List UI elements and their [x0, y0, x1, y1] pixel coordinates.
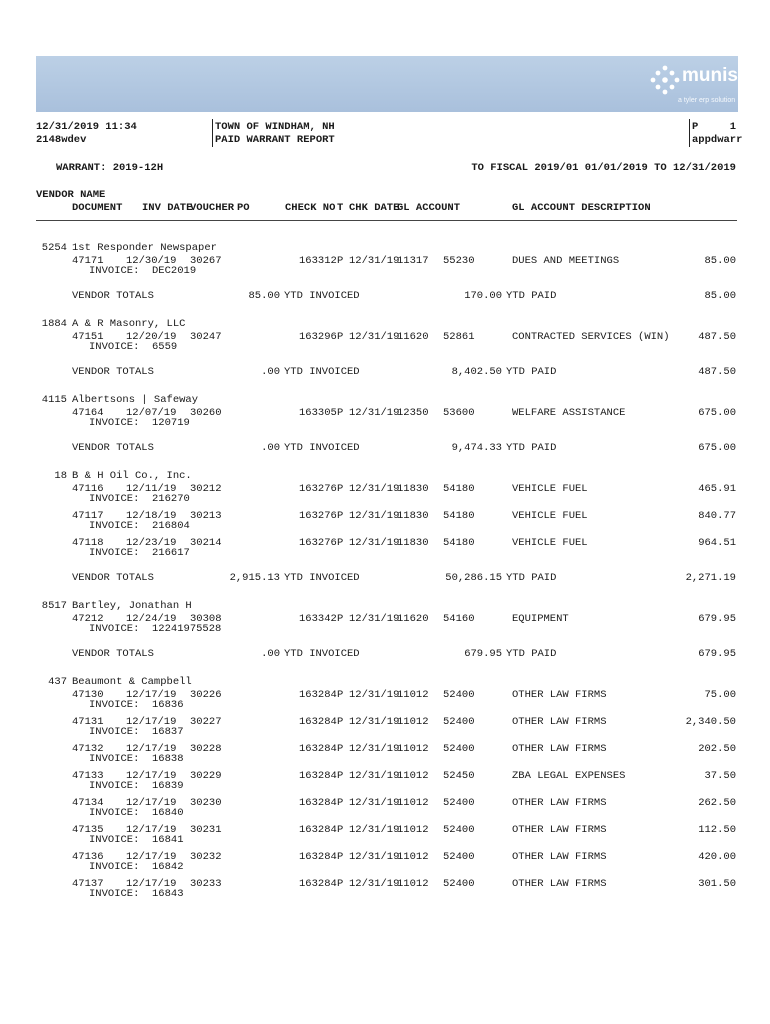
- line-voucher: 30232: [190, 851, 222, 863]
- line-amount: 75.00: [704, 689, 736, 701]
- line-inv-date: 12/17/19: [126, 797, 177, 809]
- vendor-totals-invoiced: .00: [261, 442, 280, 454]
- line-voucher: 30214: [190, 537, 222, 549]
- report-banner: [36, 56, 738, 112]
- line-check-no: 163284: [299, 851, 337, 863]
- line-check-no: 163284: [299, 824, 337, 836]
- line-amount: 964.51: [698, 537, 736, 549]
- line-check-no: 163284: [299, 878, 337, 890]
- line-check-type: P: [337, 878, 344, 890]
- line-check-no: 163284: [299, 770, 337, 782]
- line-inv-date: 12/17/19: [126, 770, 177, 782]
- line-gl-desc: VEHICLE FUEL: [512, 483, 588, 495]
- line-check-type: P: [337, 510, 344, 522]
- line-document: 47212: [72, 613, 104, 625]
- vendor-totals-ytd-paid: 8,402.50: [451, 366, 502, 378]
- line-gl-org: 11012: [397, 689, 429, 701]
- vendor-totals-ytd-paid: 170.00: [464, 290, 502, 302]
- line-invoice: INVOICE: 16840: [89, 807, 184, 819]
- col-gl-account: GL ACCOUNT: [397, 202, 461, 214]
- col-check-no: CHECK NO: [285, 202, 336, 214]
- line-check-type: P: [337, 770, 344, 782]
- line-voucher: 30228: [190, 743, 222, 755]
- line-amount: 112.50: [698, 824, 736, 836]
- line-gl-object: 52861: [443, 331, 475, 343]
- line-chk-date: 12/31/19: [349, 255, 400, 267]
- line-check-type: P: [337, 716, 344, 728]
- page-number: 1: [729, 121, 736, 133]
- line-gl-object: 52450: [443, 770, 475, 782]
- line-chk-date: 12/31/19: [349, 613, 400, 625]
- line-check-no: 163284: [299, 743, 337, 755]
- line-check-type: P: [337, 797, 344, 809]
- line-amount: 840.77: [698, 510, 736, 522]
- line-chk-date: 12/31/19: [349, 878, 400, 890]
- line-gl-object: 52400: [443, 716, 475, 728]
- line-gl-desc: OTHER LAW FIRMS: [512, 689, 607, 701]
- org-name: TOWN OF WINDHAM, NH: [215, 121, 335, 133]
- line-gl-desc: OTHER LAW FIRMS: [512, 878, 607, 890]
- vendor-totals-ytd-paid: 9,474.33: [451, 442, 502, 454]
- line-inv-date: 12/17/19: [126, 689, 177, 701]
- col-type: T: [337, 202, 344, 214]
- vendor-totals-invoiced: .00: [261, 648, 280, 660]
- line-inv-date: 12/17/19: [126, 716, 177, 728]
- program-id: appdwarr: [692, 134, 743, 146]
- line-invoice: INVOICE: 16843: [89, 888, 184, 900]
- line-invoice: INVOICE: 16837: [89, 726, 184, 738]
- header-divider-left: [212, 119, 213, 147]
- line-check-no: 163276: [299, 483, 337, 495]
- vendor-totals-paid: 675.00: [698, 442, 736, 454]
- line-gl-desc: OTHER LAW FIRMS: [512, 743, 607, 755]
- brand-tagline: a tyler erp solution: [678, 97, 736, 104]
- line-gl-org: 11012: [397, 851, 429, 863]
- line-chk-date: 12/31/19: [349, 824, 400, 836]
- vendor-id: 1884: [41, 318, 67, 330]
- line-check-no: 163296: [299, 331, 337, 343]
- line-check-type: P: [337, 689, 344, 701]
- line-gl-object: 52400: [443, 878, 475, 890]
- line-gl-org: 11012: [397, 878, 429, 890]
- vendor-totals-paid: 85.00: [704, 290, 736, 302]
- line-chk-date: 12/31/19: [349, 716, 400, 728]
- line-chk-date: 12/31/19: [349, 851, 400, 863]
- line-gl-object: 52400: [443, 689, 475, 701]
- report-title: PAID WARRANT REPORT: [215, 134, 335, 146]
- ytd-invoiced-label: YTD INVOICED: [284, 290, 360, 302]
- vendor-id: 4115: [41, 394, 67, 406]
- vendor-totals-paid: 679.95: [698, 648, 736, 660]
- line-gl-org: 11012: [397, 770, 429, 782]
- col-inv-date: INV DATE: [142, 202, 193, 214]
- line-amount: 679.95: [698, 613, 736, 625]
- col-chk-date: CHK DATE: [349, 202, 400, 214]
- line-document: 47130: [72, 689, 104, 701]
- col-vendor-name: VENDOR NAME: [36, 189, 106, 201]
- line-invoice: INVOICE: 16836: [89, 699, 184, 711]
- line-check-type: P: [337, 824, 344, 836]
- line-check-type: P: [337, 851, 344, 863]
- line-document: 47136: [72, 851, 104, 863]
- line-chk-date: 12/31/19: [349, 689, 400, 701]
- line-gl-desc: OTHER LAW FIRMS: [512, 716, 607, 728]
- page-label: P: [692, 121, 699, 133]
- line-check-type: P: [337, 331, 344, 343]
- line-amount: 85.00: [704, 255, 736, 267]
- line-voucher: 30230: [190, 797, 222, 809]
- line-inv-date: 12/30/19: [126, 255, 177, 267]
- line-check-no: 163284: [299, 689, 337, 701]
- vendor-id: 5254: [41, 242, 67, 254]
- vendor-name: Albertsons | Safeway: [72, 394, 199, 406]
- vendor-totals-paid: 2,271.19: [685, 572, 736, 584]
- line-gl-org: 11620: [397, 613, 429, 625]
- munis-dots-icon: [650, 65, 680, 95]
- fiscal-range: TO FISCAL 2019/01 01/01/2019 TO 12/31/2019: [471, 162, 736, 174]
- line-check-no: 163276: [299, 537, 337, 549]
- line-invoice: INVOICE: 6559: [89, 341, 178, 353]
- line-document: 47134: [72, 797, 104, 809]
- line-gl-org: 11012: [397, 716, 429, 728]
- line-gl-org: 11012: [397, 824, 429, 836]
- ytd-invoiced-label: YTD INVOICED: [284, 648, 360, 660]
- ytd-invoiced-label: YTD INVOICED: [284, 366, 360, 378]
- line-check-no: 163276: [299, 510, 337, 522]
- line-document: 47151: [72, 331, 104, 343]
- header-divider-right: [689, 119, 690, 147]
- vendor-totals-label: VENDOR TOTALS: [72, 572, 154, 584]
- line-check-type: P: [337, 255, 344, 267]
- line-chk-date: 12/31/19: [349, 331, 400, 343]
- line-gl-object: 53600: [443, 407, 475, 419]
- line-check-type: P: [337, 407, 344, 419]
- line-voucher: 30231: [190, 824, 222, 836]
- line-invoice: INVOICE: 16841: [89, 834, 184, 846]
- line-voucher: 30226: [190, 689, 222, 701]
- vendor-totals-invoiced: 2,915.13: [229, 572, 280, 584]
- line-voucher: 30308: [190, 613, 222, 625]
- line-invoice: INVOICE: 120719: [89, 417, 190, 429]
- line-chk-date: 12/31/19: [349, 743, 400, 755]
- col-voucher: VOUCHER: [190, 202, 235, 214]
- line-gl-org: 11830: [397, 510, 429, 522]
- line-gl-desc: OTHER LAW FIRMS: [512, 824, 607, 836]
- line-check-type: P: [337, 743, 344, 755]
- line-check-no: 163284: [299, 716, 337, 728]
- line-gl-desc: OTHER LAW FIRMS: [512, 797, 607, 809]
- line-invoice: INVOICE: 12241975528: [89, 623, 222, 635]
- line-invoice: INVOICE: DEC2019: [89, 265, 197, 277]
- ytd-paid-label: YTD PAID: [506, 572, 557, 584]
- vendor-name: 1st Responder Newspaper: [72, 242, 217, 254]
- line-chk-date: 12/31/19: [349, 510, 400, 522]
- line-gl-object: 54180: [443, 483, 475, 495]
- line-voucher: 30260: [190, 407, 222, 419]
- line-gl-org: 11012: [397, 797, 429, 809]
- line-inv-date: 12/23/19: [126, 537, 177, 549]
- report-datetime: 12/31/2019 11:34: [36, 121, 137, 133]
- line-invoice: INVOICE: 16839: [89, 780, 184, 792]
- line-chk-date: 12/31/19: [349, 537, 400, 549]
- ytd-invoiced-label: YTD INVOICED: [284, 572, 360, 584]
- col-document: DOCUMENT: [72, 202, 123, 214]
- vendor-id: 8517: [41, 600, 67, 612]
- line-amount: 2,340.50: [685, 716, 736, 728]
- line-document: 47164: [72, 407, 104, 419]
- line-gl-object: 52400: [443, 797, 475, 809]
- line-voucher: 30229: [190, 770, 222, 782]
- line-chk-date: 12/31/19: [349, 483, 400, 495]
- line-gl-desc: OTHER LAW FIRMS: [512, 851, 607, 863]
- ytd-paid-label: YTD PAID: [506, 290, 557, 302]
- line-gl-org: 11012: [397, 743, 429, 755]
- line-inv-date: 12/17/19: [126, 878, 177, 890]
- line-check-type: P: [337, 613, 344, 625]
- line-gl-desc: ZBA LEGAL EXPENSES: [512, 770, 626, 782]
- line-check-no: 163342: [299, 613, 337, 625]
- vendor-totals-paid: 487.50: [698, 366, 736, 378]
- vendor-totals-invoiced: 85.00: [248, 290, 280, 302]
- line-document: 47135: [72, 824, 104, 836]
- vendor-name: Bartley, Jonathan H: [72, 600, 192, 612]
- col-gl-desc: GL ACCOUNT DESCRIPTION: [512, 202, 651, 214]
- vendor-id: 18: [54, 470, 67, 482]
- warrant-number: WARRANT: 2019-12H: [56, 162, 164, 174]
- line-voucher: 30212: [190, 483, 222, 495]
- line-voucher: 30247: [190, 331, 222, 343]
- vendor-id: 437: [48, 676, 67, 688]
- line-chk-date: 12/31/19: [349, 797, 400, 809]
- line-amount: 37.50: [704, 770, 736, 782]
- line-gl-desc: VEHICLE FUEL: [512, 510, 588, 522]
- line-inv-date: 12/20/19: [126, 331, 177, 343]
- vendor-name: B & H Oil Co., Inc.: [72, 470, 192, 482]
- line-gl-object: 52400: [443, 824, 475, 836]
- line-amount: 420.00: [698, 851, 736, 863]
- line-gl-object: 52400: [443, 851, 475, 863]
- line-gl-object: 52400: [443, 743, 475, 755]
- line-invoice: INVOICE: 216804: [89, 520, 190, 532]
- vendor-totals-label: VENDOR TOTALS: [72, 366, 154, 378]
- brand-name: munis: [682, 65, 738, 86]
- header-rule: [36, 220, 737, 221]
- line-amount: 262.50: [698, 797, 736, 809]
- vendor-totals-ytd-paid: 679.95: [464, 648, 502, 660]
- line-amount: 202.50: [698, 743, 736, 755]
- line-document: 47171: [72, 255, 104, 267]
- line-invoice: INVOICE: 16842: [89, 861, 184, 873]
- vendor-totals-label: VENDOR TOTALS: [72, 442, 154, 454]
- line-invoice: INVOICE: 16838: [89, 753, 184, 765]
- ytd-paid-label: YTD PAID: [506, 648, 557, 660]
- line-voucher: 30227: [190, 716, 222, 728]
- line-gl-desc: WELFARE ASSISTANCE: [512, 407, 626, 419]
- line-voucher: 30233: [190, 878, 222, 890]
- line-check-type: P: [337, 483, 344, 495]
- line-chk-date: 12/31/19: [349, 407, 400, 419]
- line-check-no: 163305: [299, 407, 337, 419]
- line-document: 47118: [72, 537, 104, 549]
- line-document: 47131: [72, 716, 104, 728]
- line-document: 47137: [72, 878, 104, 890]
- line-gl-org: 11317: [397, 255, 429, 267]
- line-gl-desc: EQUIPMENT: [512, 613, 569, 625]
- line-check-no: 163312: [299, 255, 337, 267]
- line-inv-date: 12/17/19: [126, 851, 177, 863]
- line-amount: 487.50: [698, 331, 736, 343]
- vendor-totals-ytd-paid: 50,286.15: [445, 572, 502, 584]
- line-gl-org: 11620: [397, 331, 429, 343]
- line-amount: 465.91: [698, 483, 736, 495]
- vendor-totals-label: VENDOR TOTALS: [72, 648, 154, 660]
- line-gl-desc: CONTRACTED SERVICES (WIN): [512, 331, 670, 343]
- line-document: 47133: [72, 770, 104, 782]
- line-gl-desc: DUES AND MEETINGS: [512, 255, 620, 267]
- line-gl-object: 54160: [443, 613, 475, 625]
- munis-logo: [648, 61, 736, 107]
- col-po: PO: [237, 202, 250, 214]
- line-gl-org: 12350: [397, 407, 429, 419]
- line-check-no: 163284: [299, 797, 337, 809]
- line-document: 47132: [72, 743, 104, 755]
- line-inv-date: 12/17/19: [126, 824, 177, 836]
- line-document: 47117: [72, 510, 104, 522]
- ytd-invoiced-label: YTD INVOICED: [284, 442, 360, 454]
- line-inv-date: 12/24/19: [126, 613, 177, 625]
- report-user: 2148wdev: [36, 134, 87, 146]
- line-gl-object: 54180: [443, 510, 475, 522]
- line-gl-object: 54180: [443, 537, 475, 549]
- line-voucher: 30267: [190, 255, 222, 267]
- vendor-totals-label: VENDOR TOTALS: [72, 290, 154, 302]
- line-inv-date: 12/07/19: [126, 407, 177, 419]
- line-amount: 675.00: [698, 407, 736, 419]
- line-gl-object: 55230: [443, 255, 475, 267]
- vendor-name: A & R Masonry, LLC: [72, 318, 186, 330]
- line-invoice: INVOICE: 216270: [89, 493, 190, 505]
- vendor-name: Beaumont & Campbell: [72, 676, 192, 688]
- line-gl-desc: VEHICLE FUEL: [512, 537, 588, 549]
- line-invoice: INVOICE: 216617: [89, 547, 190, 559]
- line-inv-date: 12/17/19: [126, 743, 177, 755]
- line-check-type: P: [337, 537, 344, 549]
- line-amount: 301.50: [698, 878, 736, 890]
- ytd-paid-label: YTD PAID: [506, 366, 557, 378]
- line-inv-date: 12/11/19: [126, 483, 177, 495]
- line-voucher: 30213: [190, 510, 222, 522]
- line-chk-date: 12/31/19: [349, 770, 400, 782]
- line-gl-org: 11830: [397, 483, 429, 495]
- line-inv-date: 12/18/19: [126, 510, 177, 522]
- ytd-paid-label: YTD PAID: [506, 442, 557, 454]
- line-document: 47116: [72, 483, 104, 495]
- line-gl-org: 11830: [397, 537, 429, 549]
- vendor-totals-invoiced: .00: [261, 366, 280, 378]
